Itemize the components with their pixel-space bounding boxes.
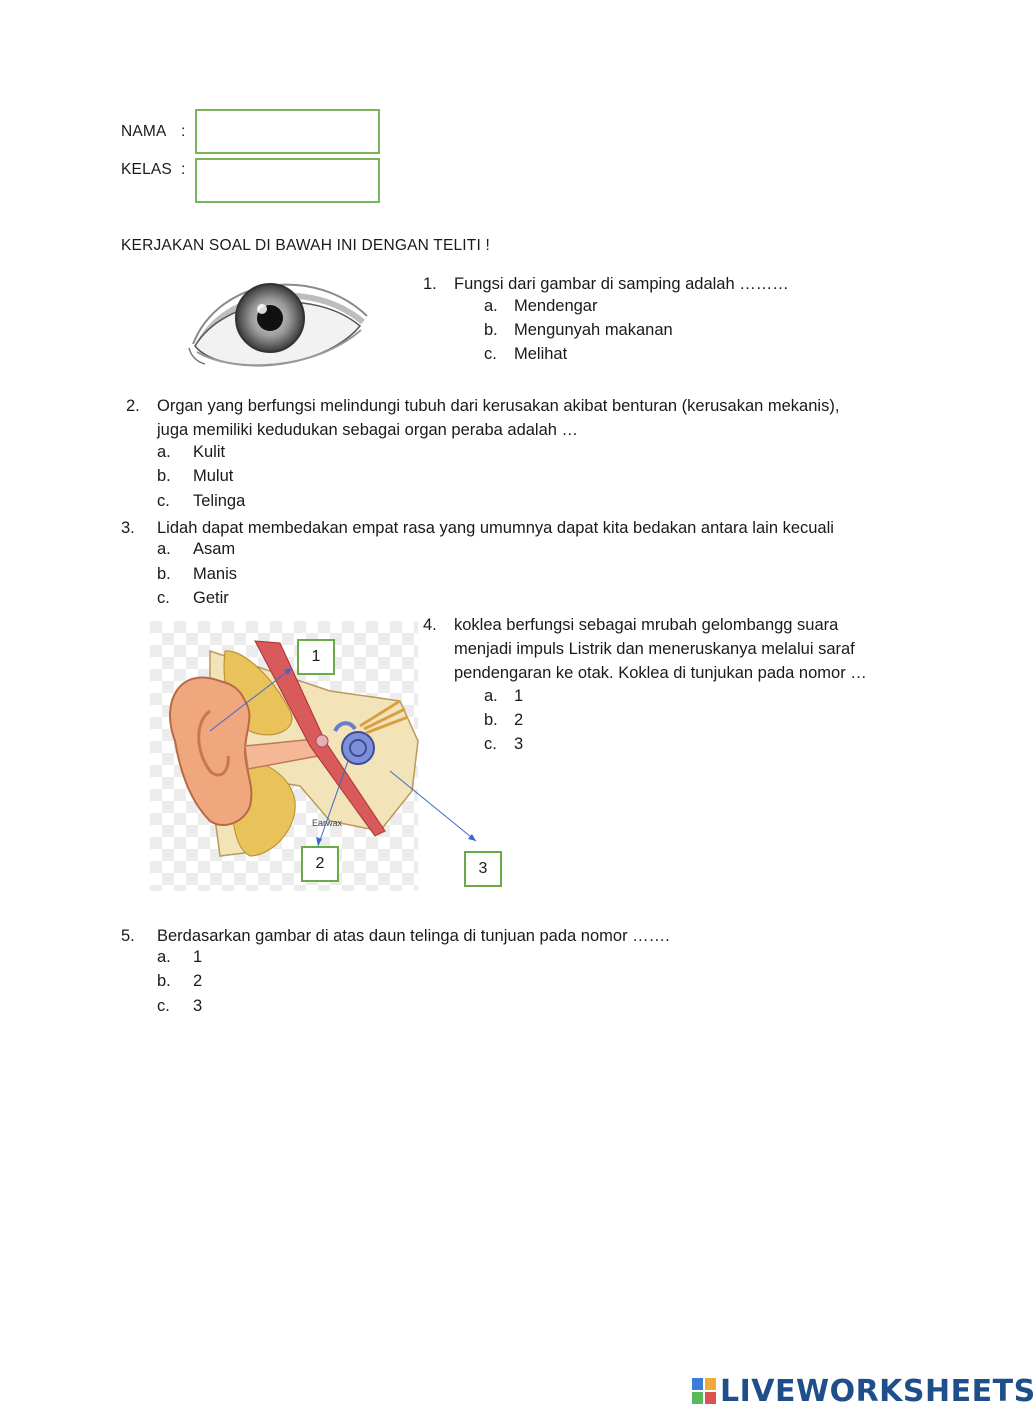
question-text-line-1: Organ yang berfungsi melindungi tubuh dari kerusakan akibat benturan (kerusakan mekanis), xyxy=(157,397,840,415)
brand-logo-icon xyxy=(692,1378,716,1404)
earwax-label: Earwax xyxy=(312,818,343,828)
nama-input[interactable] xyxy=(195,109,380,154)
label-box-1: 1 xyxy=(297,639,335,675)
question-number: 2. xyxy=(126,397,140,415)
question-number: 3. xyxy=(121,519,135,537)
question-text-line-2: menjadi impuls Listrik dan meneruskanya melalui saraf xyxy=(454,640,855,658)
nama-colon: : xyxy=(181,123,186,140)
question-text-line-1: koklea berfungsi sebagai mrubah gelombangg suara xyxy=(454,616,839,634)
question-4 xyxy=(423,613,883,689)
label-box-3: 3 xyxy=(464,851,502,887)
label-box-2: 2 xyxy=(301,846,339,882)
question-number: 1. xyxy=(423,275,437,293)
question-text-line-2: juga memiliki kedudukan sebagai organ peraba adalah … xyxy=(157,421,579,439)
question-text: Fungsi dari gambar di samping adalah ……… xyxy=(454,275,789,293)
question-2 xyxy=(126,394,886,446)
question-text-line-3: pendengaran ke otak. Koklea di tunjukan pada nomor … xyxy=(454,664,867,682)
brand-wordmark: LIVEWORKSHEETS xyxy=(720,1374,1036,1409)
nama-label: NAMA xyxy=(121,123,167,140)
question-text: Berdasarkan gambar di atas daun telinga di tunjuan pada nomor ……. xyxy=(157,927,670,945)
question-number: 5. xyxy=(121,927,135,945)
question-text: Lidah dapat membedakan empat rasa yang umumnya dapat kita bedakan antara lain kecuali xyxy=(157,519,834,537)
kelas-colon: : xyxy=(181,161,186,178)
instruction-text: KERJAKAN SOAL DI BAWAH INI DENGAN TELITI ! xyxy=(121,237,490,254)
question-3 xyxy=(121,516,881,542)
question-5 xyxy=(121,924,881,950)
eye-illustration xyxy=(185,266,370,376)
kelas-label: KELAS xyxy=(121,161,172,178)
question-number: 4. xyxy=(423,616,437,634)
question-1 xyxy=(423,272,873,298)
kelas-input[interactable] xyxy=(195,158,380,203)
